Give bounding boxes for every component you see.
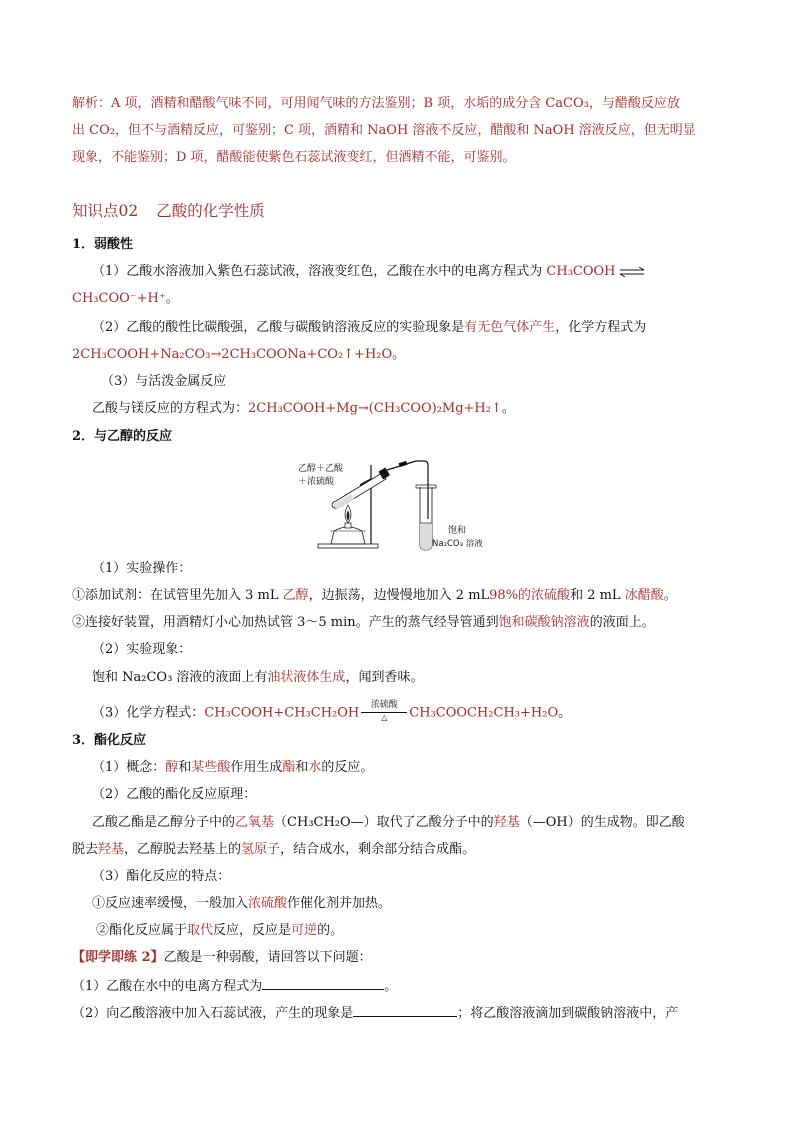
s1-p2-cont [72,345,405,365]
s2-op1-c: 和 2 mL [570,588,625,603]
s2-phen-title: （2）实验现象： [92,642,192,657]
s3-c4-a: 脱去 [72,842,99,857]
s3-c3-red1: 乙氧基 [235,815,275,830]
s3-c4-red2: 氢原子 [241,842,281,857]
practice-q2 [72,1002,678,1024]
s1-p2-red: 有无色气体产生 [464,320,556,335]
analysis-line-2: 出 CO₂，但不与酒精反应，可鉴别；C 项，酒精和 NaOH 溶液不反应，醋酸和 NaOH 溶液反应，但无明显 [72,123,696,138]
answer-blank-2[interactable] [353,1002,457,1017]
s2-phen-a: 饱和 Na₂CO₃ 溶液的液面上有 [92,670,268,685]
s3-c4-c: ，结合成水，剩余部分结合成酯。 [280,842,476,857]
s2-phen-red: 油状液体生成 [267,670,346,685]
s1-p2-end: 。 [392,347,406,362]
s1-p3: （3）与活泼金属反应 [101,374,227,389]
practice-q2-b: ；将乙酸溶液滴加到碳酸钠溶液中，产 [457,1006,679,1021]
delivery-tube [387,461,428,519]
s3-c5: （3）酯化反应的特点： [92,869,231,884]
s3-c1-red2: 某些酸 [191,760,231,775]
s3-c3-c: （—OH）的生成物。即乙酸 [519,815,685,830]
practice-tag: 【即学即练 2】 [72,950,164,965]
apparatus-label-2: ＋浓硫酸 [298,477,335,487]
analysis-line-3: 现象，不能鉴别；D 项，醋酸能使紫色石蕊试液变红，但酒精不能，可鉴别。 [72,150,516,165]
s2-eq-label: （3）化学方程式： [92,705,205,721]
s2-op2-red: 饱和碳酸钠溶液 [498,615,590,630]
s3-c6-red: 浓硫酸 [248,896,288,911]
stand-base [318,544,378,548]
s3-c2: （2）乙酸的酯化反应原理： [92,787,257,802]
s3-c3 [92,813,685,833]
practice-intro [72,948,372,968]
s2-phen-b: ，闻到香味。 [345,670,424,685]
na2co3-solution [420,523,432,550]
s3-c1-b: 和 [178,760,192,775]
s3-c7-a: ②酯化反应属于 [96,923,188,938]
practice-intro-text: 乙酸是一种弱酸，请回答以下问题： [163,950,372,965]
s2-op1-b: ，边振荡，边慢慢地加入 2 mL [308,588,490,603]
s2-equation [92,700,572,724]
s2-op1-red2: 98%的浓硫酸 [489,588,571,603]
s2-op2-a: ②连接好装置，用酒精灯小心加热试管 3～5 min。产生的蒸气经导管通到 [72,615,499,630]
tube-joint [399,461,408,467]
eq-condition-top: 浓硫酸 [370,700,398,710]
s2-op1-a: ①添加试剂：在试管里先加入 3 mL [72,588,283,603]
s3-c3-a: 乙酸乙酯是乙醇分子中的 [92,815,236,830]
reversible-arrow-icon [619,267,645,277]
lamp-wick [345,523,351,528]
s3-c4-b: ，乙醇脱去羟基上的 [124,842,242,857]
s3-c7-red1: 取代 [187,923,214,938]
s3-c6-b: 作催化剂并加热。 [287,896,392,911]
s1-p1 [92,262,648,282]
knowledge-point-title: 乙酸的化学性质 [156,202,265,220]
s2-op1-red1: 乙醇 [282,588,309,603]
alcohol-lamp [331,527,365,544]
s3-c1-d: 和 [295,760,309,775]
s3-c4-red1: 羟基 [98,842,125,857]
practice-q1 [72,975,397,997]
s1-p2-text-b: ，化学方程式为 [555,320,647,335]
esterification-apparatus-figure [296,457,496,553]
s3-c1-red4: 水 [308,760,322,775]
s3-c1-c: 作用生成 [230,760,283,775]
eq-condition-bottom: △ [381,713,388,722]
s3-c3-red2: 羟基 [493,815,520,830]
section-2-title: 2．与乙醇的反应 [72,429,173,444]
s1-p1-cont [72,289,179,309]
s3-c1-red1: 醇 [165,760,179,775]
s1-p1-text: （1）乙酸水溶液加入紫色石蕊试液，溶液变红色，乙酸在水中的电离方程式为 [92,264,547,279]
apparatus-label-1: 乙醇＋乙酸 [298,464,344,474]
knowledge-point-heading [72,201,265,221]
s1-p4-end: 。 [501,401,515,416]
s2-eq-right: CH₃COOCH₂CH₃+H₂O [409,705,559,721]
s3-c1-e: 的反应。 [321,760,374,775]
apparatus-label-3: 饱和 [448,526,467,536]
s1-p4-text: 乙酸与镁反应的方程式为： [92,401,249,416]
s1-p2 [92,318,646,338]
s3-c7-c: 的。 [317,923,344,938]
s1-p1-end: 。 [165,291,179,306]
practice-q2-a: （2）向乙酸溶液中加入石蕊试液，产生的现象是 [72,1006,354,1021]
s1-p4-formula: 2CH₃COOH+Mg→(CH₃COO)₂Mg+H₂↑ [248,401,502,416]
s2-op1-red3: 冰醋酸 [624,588,664,603]
analysis-line-1: 解析：A 项，酒精和醋酸气味不同，可用闻气味的方法鉴别；B 项，水垢的成分含 CaCO₃，与醋酸反应放 [72,96,680,111]
s1-p2-text-a: （2）乙酸的酸性比碳酸强，乙酸与碳酸钠溶液反应的实验现象是 [92,320,465,335]
practice-q1-b: 。 [384,979,398,994]
s3-c7-red2: 可逆 [291,923,318,938]
s2-eq-left: CH₃COOH+CH₃CH₂OH [204,705,360,721]
s1-p2-formula: 2CH₃COOH+Na₂CO₃→2CH₃COONa+CO₂↑+H₂O [72,347,393,362]
knowledge-point-label: 知识点02 [72,202,139,220]
s3-c7 [96,921,343,941]
section-3-title: 3．酯化反应 [72,733,147,748]
s1-p1-formula-left: CH₃COOH [546,264,616,279]
s2-phen [92,668,423,688]
tube-rim [416,485,436,488]
s3-c1-a: （1）概念： [92,760,166,775]
apparatus-label-4: Na₂CO₃ 溶液 [432,539,483,549]
s2-op-title: （1）实验操作： [92,561,192,576]
s3-c1 [92,758,373,778]
answer-blank-1[interactable] [262,975,384,990]
s2-op1-d: 。 [663,588,677,603]
s2-op2-b: 的液面上。 [589,615,655,630]
s3-c1-red3: 酯 [282,760,296,775]
s3-c3-b: （CH₃CH₂O—）取代了乙酸分子中的 [274,815,494,830]
practice-q1-a: （1）乙酸在水中的电离方程式为 [72,979,263,994]
s1-p1-formula-right: CH₃COO⁻+H⁺ [72,291,166,306]
s3-c7-b: 反应，反应是 [213,923,292,938]
section-1-title: 1．弱酸性 [72,237,134,252]
reaction-condition-arrow [361,700,407,723]
s3-c4 [72,840,475,860]
s2-op1 [72,586,677,606]
s3-c6 [92,894,391,914]
s3-c6-a: ①反应速率缓慢，一般加入 [92,896,249,911]
s1-p4 [92,399,515,419]
s2-op2 [72,613,655,633]
s2-eq-end: 。 [558,705,572,721]
